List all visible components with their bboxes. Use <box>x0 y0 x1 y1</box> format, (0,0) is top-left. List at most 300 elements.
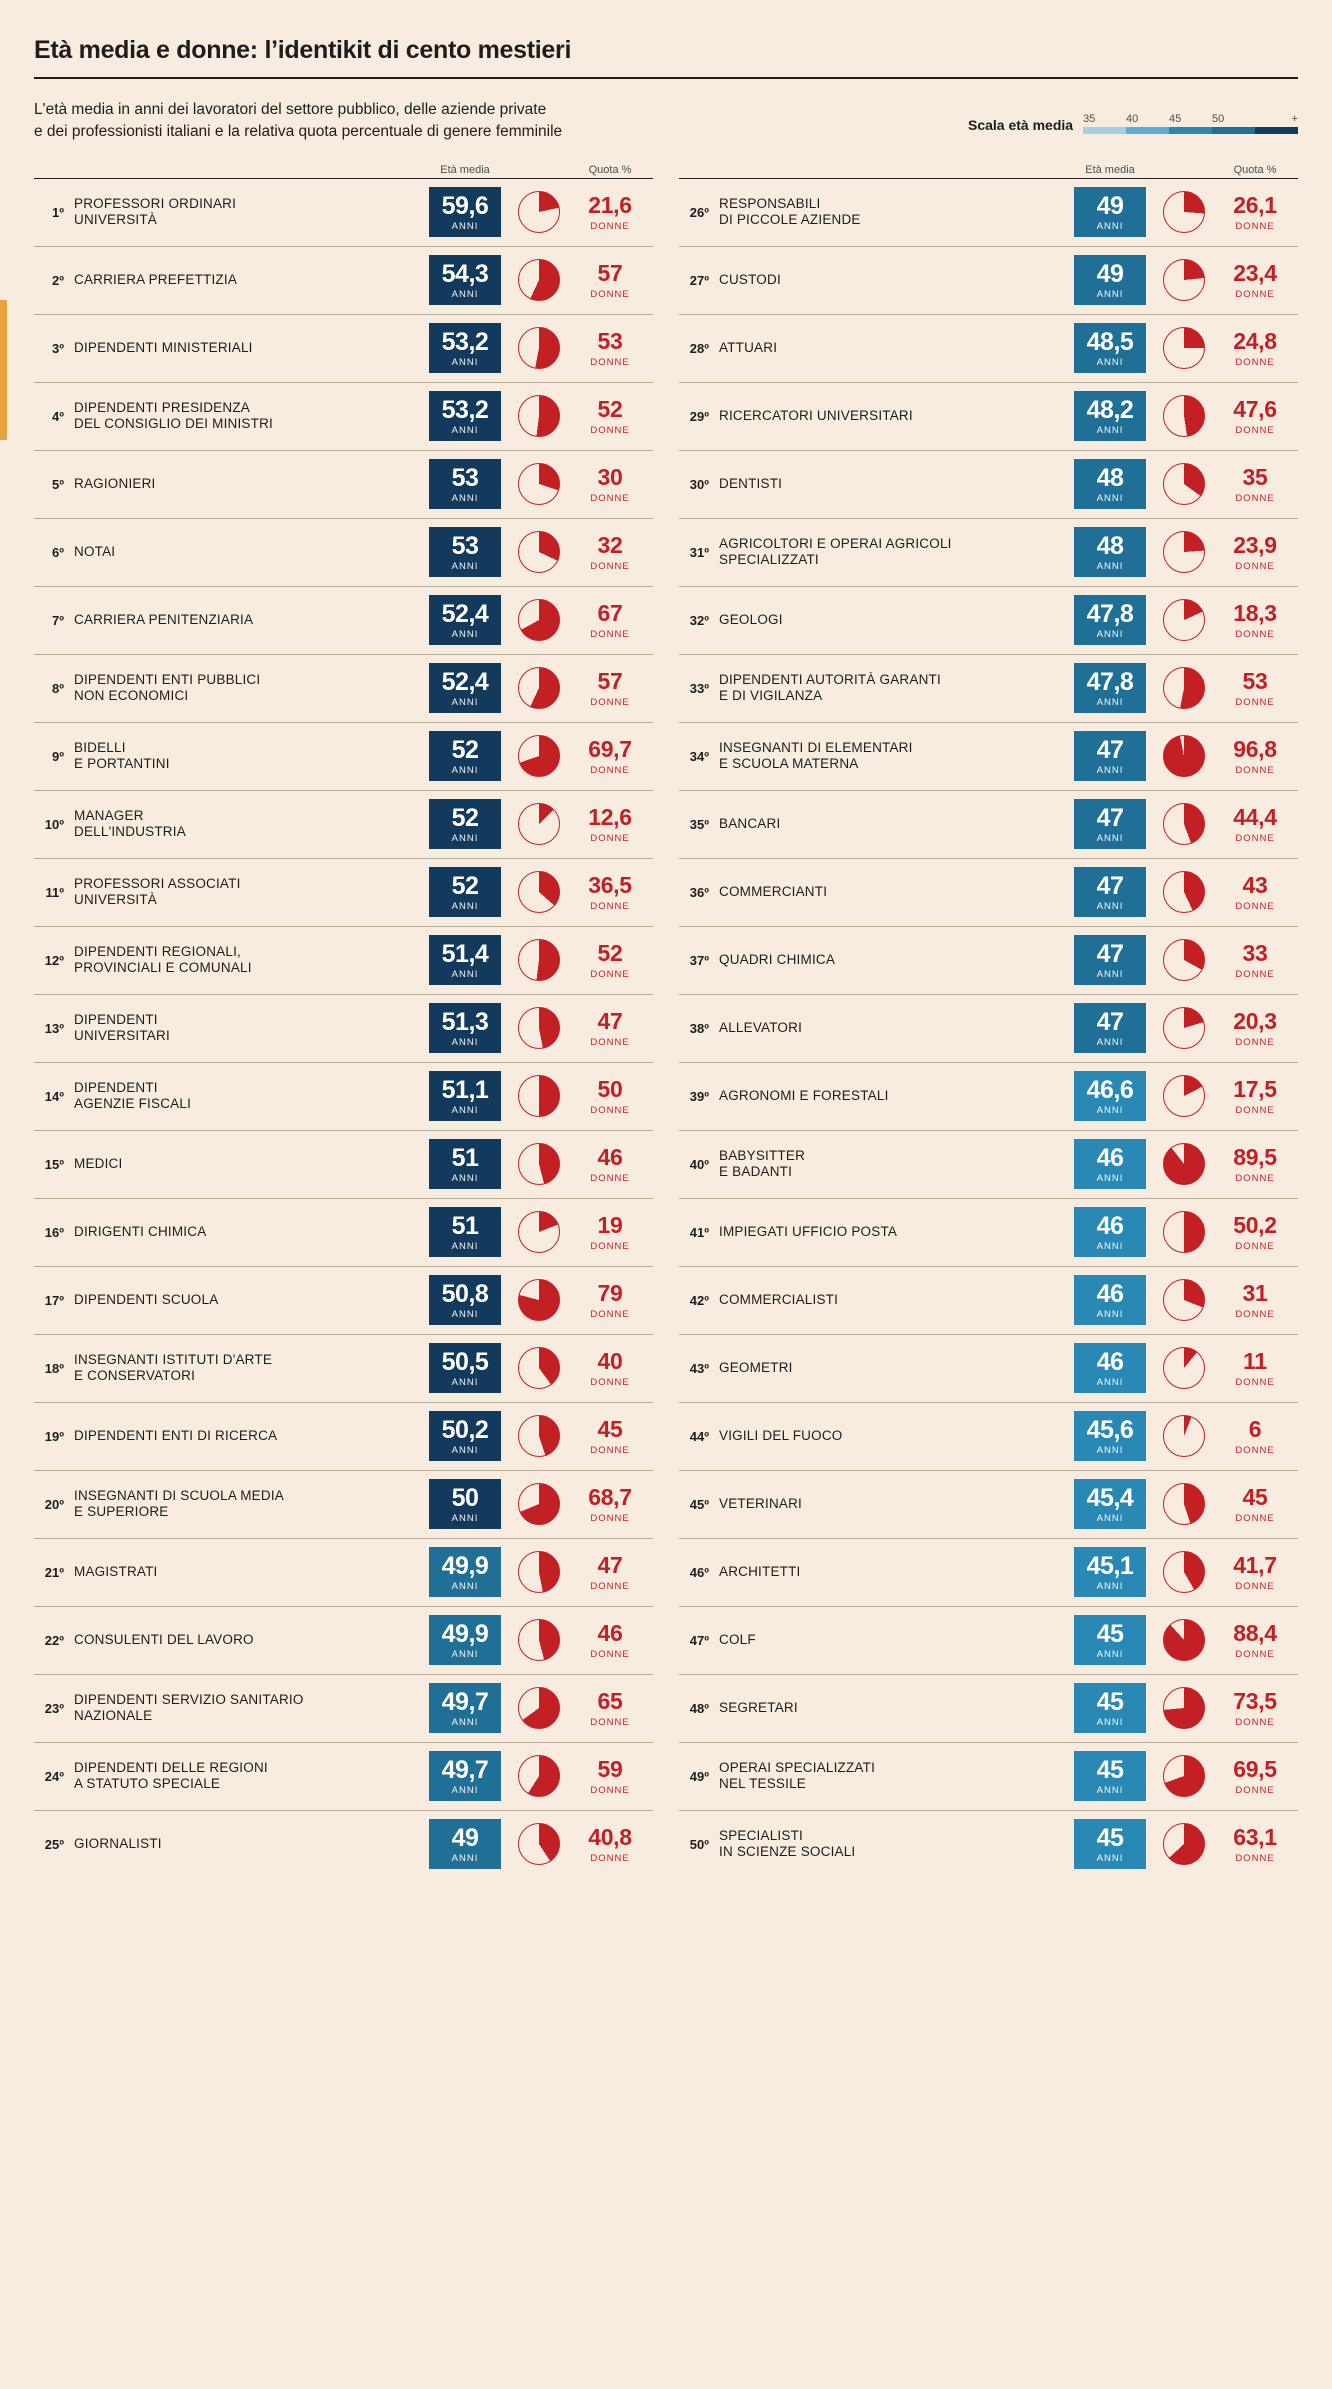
row-quota <box>1212 1347 1298 1388</box>
row-quota-label: DONNE <box>1235 1240 1275 1252</box>
table-row <box>679 1130 1298 1198</box>
row-profession: VETERINARI <box>719 1496 803 1511</box>
row-pie-chart <box>1163 259 1205 301</box>
row-age-value: 45,6 <box>1086 1415 1134 1444</box>
table-row <box>34 722 653 790</box>
row-quota-value: 63,1 <box>1233 1823 1277 1850</box>
row-quota-label: DONNE <box>590 696 630 708</box>
row-pie-cell <box>511 395 567 437</box>
row-quota-label: DONNE <box>590 1308 630 1320</box>
row-pie-chart <box>1163 1075 1205 1117</box>
row-age-value: 52 <box>451 735 479 764</box>
row-pie-chart <box>518 1279 560 1321</box>
row-age-unit: ANNI <box>1096 1716 1124 1728</box>
row-profession: CUSTODI <box>719 272 781 287</box>
row-age-box <box>419 935 511 985</box>
row-quota <box>1212 1755 1298 1796</box>
row-quota-label: DONNE <box>590 628 630 640</box>
row-quota-value: 40 <box>597 1347 623 1374</box>
row-quota-value: 57 <box>597 259 623 286</box>
row-pie-cell <box>1156 259 1212 301</box>
row-rank: 30º <box>689 476 709 492</box>
row-age-box <box>419 1683 511 1733</box>
table-row <box>34 450 653 518</box>
row-profession: MEDICI <box>74 1156 123 1171</box>
row-pie-cell <box>1156 735 1212 777</box>
row-quota-label: DONNE <box>590 1104 630 1116</box>
row-quota-label: DONNE <box>1235 356 1275 368</box>
row-pie-chart <box>1163 1687 1205 1729</box>
row-age-value: 52 <box>451 803 479 832</box>
row-age-value: 51,1 <box>441 1075 489 1104</box>
row-rank: 18º <box>44 1360 64 1376</box>
row-pie-cell <box>1156 803 1212 845</box>
row-age-box <box>419 1071 511 1121</box>
row-pie-chart <box>1163 1347 1205 1389</box>
row-profession: COMMERCIALISTI <box>719 1292 839 1307</box>
row-rank: 13º <box>44 1020 64 1036</box>
table-row <box>679 994 1298 1062</box>
row-age-unit: ANNI <box>1096 1444 1124 1456</box>
row-quota-label: DONNE <box>590 832 630 844</box>
row-age-unit: ANNI <box>1096 288 1124 300</box>
header-quota-left: Quota % <box>588 163 632 176</box>
row-profession: DIPENDENTI PRESIDENZA DEL CONSIGLIO DEI MINISTRI <box>74 399 273 432</box>
row-age-value: 53,2 <box>441 327 489 356</box>
row-pie-cell <box>1156 939 1212 981</box>
row-profession: DIPENDENTI ENTI PUBBLICI NON ECONOMICI <box>74 671 261 704</box>
row-pie-cell <box>1156 395 1212 437</box>
row-age-box <box>419 1343 511 1393</box>
row-rank: 49º <box>689 1768 709 1784</box>
row-quota-label: DONNE <box>1235 1716 1275 1728</box>
row-pie-chart <box>1163 1551 1205 1593</box>
row-rank: 4º <box>52 408 64 424</box>
row-quota-value: 59 <box>597 1755 623 1782</box>
row-quota-value: 47,6 <box>1233 395 1277 422</box>
row-age-unit: ANNI <box>1096 1648 1124 1660</box>
row-quota-label: DONNE <box>1235 424 1275 436</box>
row-rank: 11º <box>45 884 64 900</box>
row-quota-value: 45 <box>597 1415 623 1442</box>
row-quota-label: DONNE <box>590 1580 630 1592</box>
row-pie-cell <box>1156 1075 1212 1117</box>
row-pie-cell <box>511 939 567 981</box>
row-quota-value: 45 <box>1242 1483 1268 1510</box>
row-age-value: 45 <box>1096 1823 1124 1852</box>
row-quota-value: 46 <box>597 1619 623 1646</box>
scale-swatch <box>1169 127 1212 134</box>
row-pie-cell <box>511 1279 567 1321</box>
row-age-box <box>1064 1479 1156 1529</box>
row-age-value: 46 <box>1096 1279 1124 1308</box>
row-quota-value: 19 <box>597 1211 623 1238</box>
scale-legend-label: Scala età media <box>968 117 1074 133</box>
row-age-box <box>419 1547 511 1597</box>
scale-swatch <box>1126 127 1169 134</box>
row-age-box <box>1064 323 1156 373</box>
row-pie-chart <box>518 259 560 301</box>
ranking-column-right <box>679 156 1298 1878</box>
table-row <box>34 994 653 1062</box>
table-row <box>34 858 653 926</box>
row-age-box <box>1064 1139 1156 1189</box>
row-pie-chart <box>1163 871 1205 913</box>
scale-tick: 40 <box>1126 113 1139 125</box>
row-pie-cell <box>511 1075 567 1117</box>
row-quota-value: 69,5 <box>1233 1755 1277 1782</box>
row-pie-cell <box>1156 667 1212 709</box>
row-age-box <box>1064 731 1156 781</box>
row-profession: INSEGNANTI DI SCUOLA MEDIA E SUPERIORE <box>74 1487 284 1520</box>
row-pie-chart <box>1163 735 1205 777</box>
row-quota <box>567 395 653 436</box>
table-row <box>34 1266 653 1334</box>
row-profession: GEOLOGI <box>719 612 783 627</box>
row-quota-value: 17,5 <box>1233 1075 1277 1102</box>
table-row <box>679 722 1298 790</box>
row-age-value: 51 <box>451 1143 479 1172</box>
row-pie-chart <box>518 1551 560 1593</box>
row-rank: 35º <box>689 816 709 832</box>
row-profession: BIDELLI E PORTANTINI <box>74 739 170 772</box>
table-row <box>34 246 653 314</box>
row-quota <box>567 259 653 300</box>
row-pie-cell <box>1156 1279 1212 1321</box>
row-rank: 7º <box>52 612 64 628</box>
row-quota-label: DONNE <box>590 764 630 776</box>
row-profession: RICERCATORI UNIVERSITARI <box>719 408 913 423</box>
row-pie-chart <box>1163 1007 1205 1049</box>
row-pie-cell <box>511 1551 567 1593</box>
row-quota-label: DONNE <box>1235 1580 1275 1592</box>
row-quota-value: 89,5 <box>1233 1143 1277 1170</box>
row-pie-chart <box>518 1347 560 1389</box>
row-rank: 45º <box>689 1496 709 1512</box>
row-quota-label: DONNE <box>1235 968 1275 980</box>
row-quota-value: 68,7 <box>588 1483 632 1510</box>
subtitle-line-2: e dei professionisti italiani e la relativa quota percentuale di genere femminile <box>34 123 563 141</box>
row-age-box <box>419 391 511 441</box>
row-rank: 2º <box>52 272 64 288</box>
row-pie-cell <box>511 1007 567 1049</box>
row-pie-chart <box>1163 1823 1205 1865</box>
scale-swatch <box>1212 127 1255 134</box>
row-age-value: 45 <box>1096 1619 1124 1648</box>
row-profession: DIPENDENTI MINISTERIALI <box>74 340 253 355</box>
row-rank: 20º <box>44 1496 64 1512</box>
row-quota-value: 24,8 <box>1233 327 1277 354</box>
row-age-unit: ANNI <box>1096 696 1124 708</box>
row-rank: 25º <box>44 1836 64 1852</box>
row-quota-value: 31 <box>1242 1279 1268 1306</box>
row-quota-value: 47 <box>597 1007 623 1034</box>
row-rank: 46º <box>689 1564 709 1580</box>
row-age-box <box>1064 663 1156 713</box>
row-rank: 39º <box>689 1088 709 1104</box>
row-pie-chart <box>518 667 560 709</box>
row-pie-cell <box>1156 327 1212 369</box>
row-age-unit: ANNI <box>451 1376 479 1388</box>
row-quota-value: 20,3 <box>1233 1007 1277 1034</box>
row-profession: MAGISTRATI <box>74 1564 158 1579</box>
row-quota-value: 65 <box>597 1687 623 1714</box>
row-pie-cell <box>1156 1687 1212 1729</box>
row-quota-label: DONNE <box>1235 1172 1275 1184</box>
row-quota <box>567 1347 653 1388</box>
row-age-value: 52,4 <box>441 667 489 696</box>
row-pie-cell <box>511 531 567 573</box>
row-quota-label: DONNE <box>1235 1308 1275 1320</box>
table-row <box>34 1538 653 1606</box>
row-rank: 40º <box>689 1156 709 1172</box>
row-quota-label: DONNE <box>1235 1104 1275 1116</box>
row-age-unit: ANNI <box>1096 560 1124 572</box>
table-row <box>34 1062 653 1130</box>
table-row <box>679 450 1298 518</box>
row-age-value: 49,9 <box>441 1619 489 1648</box>
row-pie-cell <box>511 871 567 913</box>
row-age-unit: ANNI <box>451 1036 479 1048</box>
row-age-unit: ANNI <box>1096 356 1124 368</box>
row-quota <box>1212 463 1298 504</box>
row-age-unit: ANNI <box>1096 220 1124 232</box>
row-age-value: 49 <box>1096 259 1124 288</box>
row-pie-chart <box>518 1619 560 1661</box>
row-quota-value: 35 <box>1242 463 1268 490</box>
row-pie-cell <box>511 667 567 709</box>
row-rank: 5º <box>52 476 64 492</box>
table-row <box>679 1266 1298 1334</box>
row-rank: 37º <box>689 952 709 968</box>
row-quota-label: DONNE <box>590 1376 630 1388</box>
table-row <box>34 518 653 586</box>
row-profession: DENTISTI <box>719 476 783 491</box>
row-quota-label: DONNE <box>590 492 630 504</box>
row-quota-value: 6 <box>1248 1415 1262 1442</box>
row-quota-label: DONNE <box>590 356 630 368</box>
row-profession: DIPENDENTI SCUOLA <box>74 1292 219 1307</box>
row-quota-label: DONNE <box>590 1444 630 1456</box>
row-quota-label: DONNE <box>1235 1648 1275 1660</box>
row-quota-value: 69,7 <box>588 735 632 762</box>
row-quota-label: DONNE <box>1235 1512 1275 1524</box>
row-age-value: 46 <box>1096 1143 1124 1172</box>
row-age-unit: ANNI <box>451 424 479 436</box>
row-rank: 24º <box>44 1768 64 1784</box>
row-quota-label: DONNE <box>590 1240 630 1252</box>
row-age-box <box>1064 187 1156 237</box>
row-profession: COMMERCIANTI <box>719 884 828 899</box>
row-pie-cell <box>511 1823 567 1865</box>
row-rank: 16º <box>44 1224 64 1240</box>
scale-legend-bars <box>1083 113 1298 134</box>
row-pie-cell <box>1156 463 1212 505</box>
row-profession: GEOMETRI <box>719 1360 793 1375</box>
row-quota <box>567 1211 653 1252</box>
row-age-unit: ANNI <box>451 492 479 504</box>
row-quota <box>567 1143 653 1184</box>
row-rank: 41º <box>689 1224 709 1240</box>
row-age-unit: ANNI <box>1096 900 1124 912</box>
table-row <box>679 518 1298 586</box>
row-quota <box>567 1075 653 1116</box>
row-pie-chart <box>1163 191 1205 233</box>
row-profession: MANAGER DELL'INDUSTRIA <box>74 807 186 840</box>
row-profession: NOTAI <box>74 544 116 559</box>
row-age-unit: ANNI <box>451 832 479 844</box>
table-row <box>679 586 1298 654</box>
row-quota-value: 46 <box>597 1143 623 1170</box>
row-quota <box>1212 1075 1298 1116</box>
row-pie-chart <box>1163 939 1205 981</box>
row-pie-chart <box>518 1755 560 1797</box>
row-rank: 22º <box>44 1632 64 1648</box>
row-age-unit: ANNI <box>1096 968 1124 980</box>
row-quota <box>567 871 653 912</box>
row-quota-value: 21,6 <box>588 191 632 218</box>
row-age-value: 53 <box>451 463 479 492</box>
row-pie-chart <box>518 939 560 981</box>
table-row <box>34 1198 653 1266</box>
row-age-unit: ANNI <box>451 220 479 232</box>
row-pie-cell <box>511 803 567 845</box>
table-row <box>34 1606 653 1674</box>
row-quota <box>1212 1143 1298 1184</box>
row-age-box <box>1064 935 1156 985</box>
row-quota-label: DONNE <box>1235 696 1275 708</box>
row-rank: 9º <box>52 748 64 764</box>
row-quota <box>567 463 653 504</box>
scale-swatch <box>1255 127 1298 134</box>
row-quota-value: 53 <box>1242 667 1268 694</box>
table-row <box>34 1130 653 1198</box>
row-age-unit: ANNI <box>451 1104 479 1116</box>
row-pie-chart <box>518 531 560 573</box>
row-pie-chart <box>1163 803 1205 845</box>
row-quota-label: DONNE <box>1235 1784 1275 1796</box>
row-quota <box>567 531 653 572</box>
row-pie-chart <box>518 1075 560 1117</box>
row-rank: 14º <box>44 1088 64 1104</box>
table-row <box>679 1810 1298 1878</box>
row-age-box <box>1064 527 1156 577</box>
row-age-box <box>419 1207 511 1257</box>
table-row <box>679 314 1298 382</box>
row-pie-chart <box>518 327 560 369</box>
row-age-unit: ANNI <box>451 1716 479 1728</box>
row-profession: RAGIONIERI <box>74 476 156 491</box>
row-age-unit: ANNI <box>451 968 479 980</box>
row-quota-label: DONNE <box>1235 560 1275 572</box>
row-pie-chart <box>518 871 560 913</box>
row-age-box <box>1064 1071 1156 1121</box>
row-age-box <box>419 527 511 577</box>
row-pie-cell <box>1156 1415 1212 1457</box>
row-rank: 1º <box>52 204 64 220</box>
row-rank: 34º <box>689 748 709 764</box>
row-profession: PROFESSORI ASSOCIATI UNIVERSITÀ <box>74 875 241 908</box>
row-pie-cell <box>1156 1483 1212 1525</box>
row-age-value: 48 <box>1096 463 1124 492</box>
row-pie-cell <box>511 599 567 641</box>
row-pie-chart <box>518 1823 560 1865</box>
row-quota-value: 53 <box>597 327 623 354</box>
table-row <box>679 926 1298 994</box>
row-quota <box>567 327 653 368</box>
row-quota <box>1212 531 1298 572</box>
subtitle-area <box>34 99 1298 144</box>
table-row <box>679 246 1298 314</box>
row-profession: DIPENDENTI SERVIZIO SANITARIO NAZIONALE <box>74 1691 304 1724</box>
row-age-box <box>1064 1343 1156 1393</box>
row-pie-cell <box>1156 191 1212 233</box>
row-quota <box>567 939 653 980</box>
row-quota <box>1212 599 1298 640</box>
row-pie-cell <box>511 1347 567 1389</box>
row-pie-chart <box>518 1211 560 1253</box>
row-age-value: 46 <box>1096 1347 1124 1376</box>
row-profession: DIPENDENTI UNIVERSITARI <box>74 1011 170 1044</box>
row-rank: 36º <box>689 884 709 900</box>
row-age-value: 47,8 <box>1086 599 1134 628</box>
row-pie-chart <box>1163 1415 1205 1457</box>
row-quota-value: 26,1 <box>1233 191 1277 218</box>
row-age-value: 48,2 <box>1086 395 1134 424</box>
row-age-value: 49 <box>451 1823 479 1852</box>
row-pie-cell <box>511 259 567 301</box>
row-age-box <box>419 1479 511 1529</box>
row-profession: DIPENDENTI AGENZIE FISCALI <box>74 1079 192 1112</box>
row-quota-value: 40,8 <box>588 1823 632 1850</box>
row-quota-label: DONNE <box>590 220 630 232</box>
row-age-box <box>419 1819 511 1869</box>
row-age-value: 53 <box>451 531 479 560</box>
row-age-box <box>1064 1683 1156 1733</box>
row-age-box <box>419 255 511 305</box>
row-age-value: 50,5 <box>441 1347 489 1376</box>
row-rank: 3º <box>52 340 64 356</box>
subtitle-text <box>34 99 562 144</box>
row-quota <box>567 803 653 844</box>
scale-tick: + <box>1291 113 1298 125</box>
row-quota-value: 47 <box>597 1551 623 1578</box>
row-pie-cell <box>1156 599 1212 641</box>
table-row <box>679 1198 1298 1266</box>
row-pie-chart <box>1163 667 1205 709</box>
row-quota <box>1212 259 1298 300</box>
row-age-value: 59,6 <box>441 191 489 220</box>
row-pie-cell <box>511 463 567 505</box>
row-quota <box>1212 1279 1298 1320</box>
row-profession: INSEGNANTI DI ELEMENTARI E SCUOLA MATERNA <box>719 739 913 772</box>
row-age-box <box>1064 255 1156 305</box>
row-age-unit: ANNI <box>1096 1784 1124 1796</box>
row-pie-chart <box>1163 1279 1205 1321</box>
row-age-box <box>419 323 511 373</box>
row-quota-label: DONNE <box>1235 764 1275 776</box>
row-age-unit: ANNI <box>451 1240 479 1252</box>
row-age-value: 51,4 <box>441 939 489 968</box>
row-age-box <box>419 799 511 849</box>
row-quota-value: 50,2 <box>1233 1211 1277 1238</box>
table-row <box>679 1470 1298 1538</box>
row-pie-chart <box>518 1007 560 1049</box>
row-age-box <box>1064 459 1156 509</box>
row-quota <box>1212 871 1298 912</box>
row-profession: VIGILI DEL FUOCO <box>719 1428 843 1443</box>
row-age-value: 47 <box>1096 939 1124 968</box>
